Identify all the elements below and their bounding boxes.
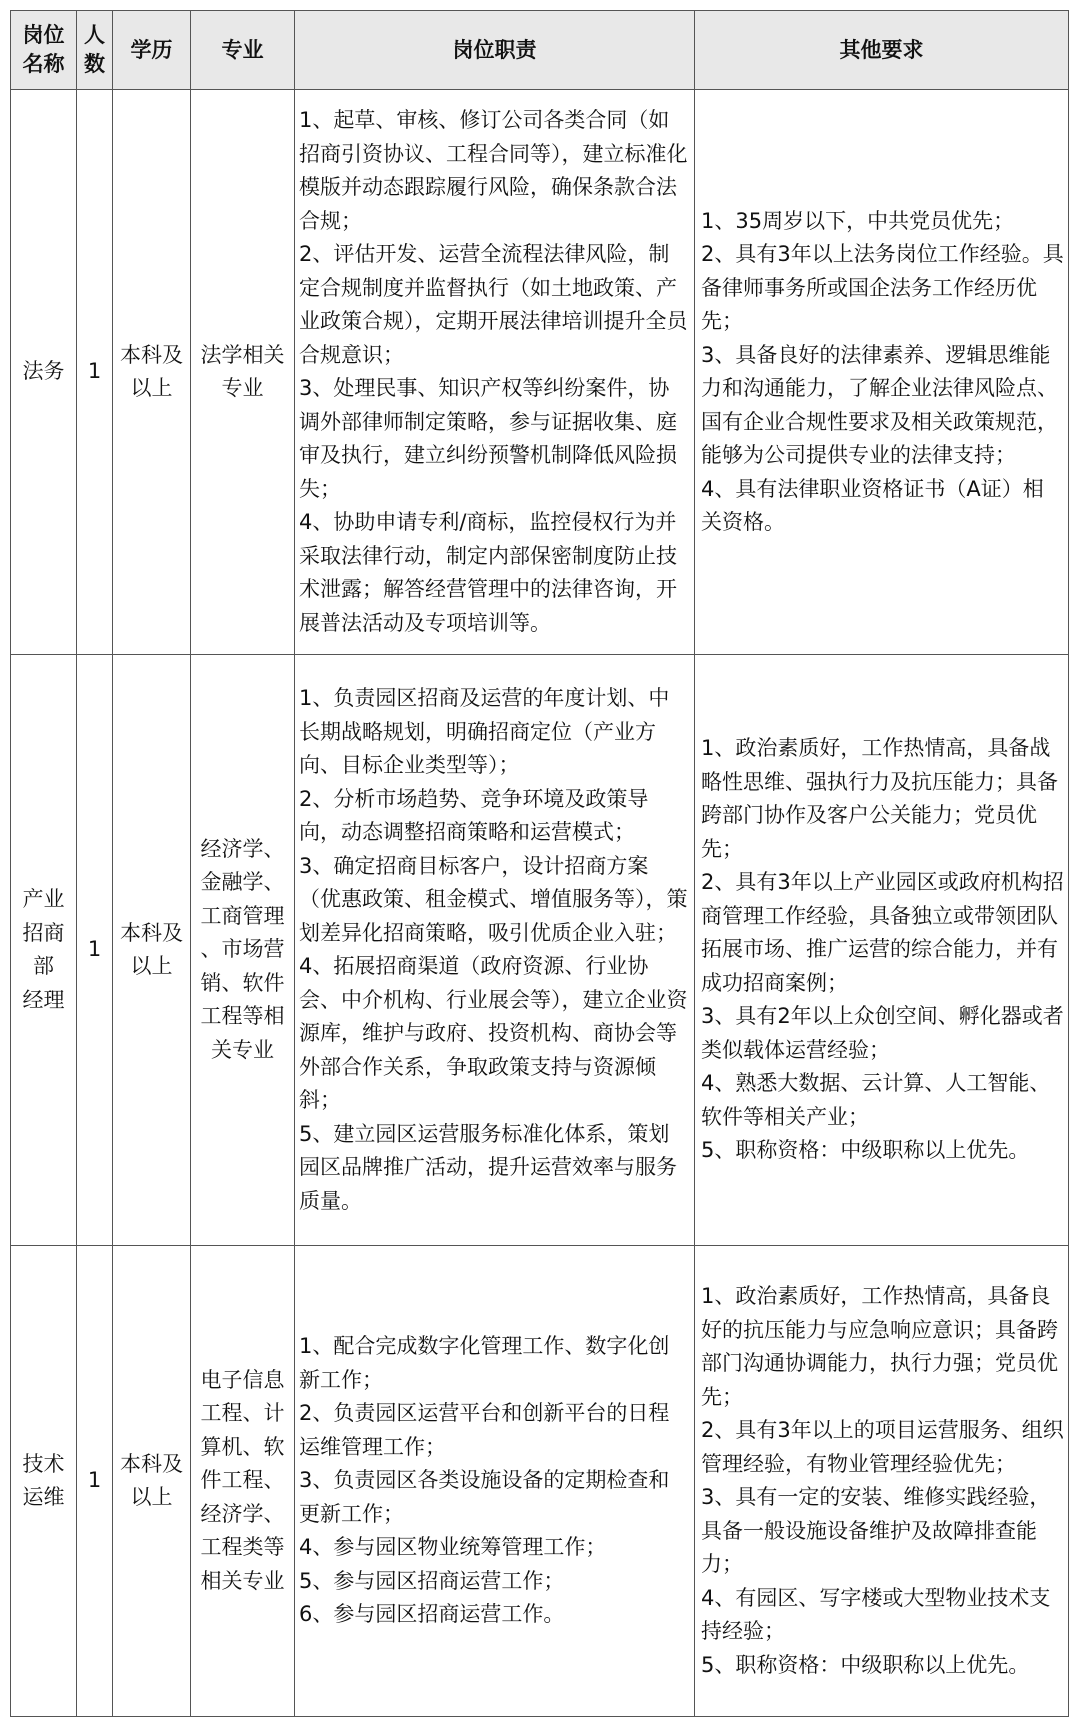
position-line: 招商 bbox=[22, 920, 65, 945]
position-line: 部 bbox=[33, 954, 54, 978]
cell-position bbox=[11, 655, 77, 1246]
recruitment-table bbox=[10, 10, 1069, 1717]
duty-item: 3、确定招商目标客户，设计招商方案（优惠政策、租金模式、增值服务等），策划差异化招商策略，吸引优质企业入驻； bbox=[299, 853, 688, 945]
requirement-item: 3、具有一定的安装、维修实践经验，具备一般设施设备维护及故障排查能力； bbox=[701, 1485, 1051, 1576]
duty-item: 2、评估开发、运营全流程法律风险，制定合规制度并监督执行（如土地政策、产业政策合规），定期开展法律培训提升全员合规意识； bbox=[299, 242, 688, 367]
cell-headcount: 1 bbox=[77, 1246, 113, 1717]
requirement-item: 2、具有3年以上产业园区或政府机构招商管理工作经验，具备独立或带领团队拓展市场、推广运营的综合能力，并有成功招商案例； bbox=[701, 870, 1064, 995]
duty-item: 1、起草、审核、修订公司各类合同（如招商引资协议、工程合同等），建立标准化模版并动态跟踪履行风险，确保条款合法合规； bbox=[299, 108, 688, 233]
major-line: 工程、计 bbox=[200, 1401, 285, 1426]
duty-item: 4、参与园区物业统筹管理工作； bbox=[299, 1535, 607, 1560]
duty-item: 2、分析市场趋势、竞争环境及政策导向，动态调整招商策略和运营模式； bbox=[299, 786, 649, 844]
major-line: 专业 bbox=[221, 376, 264, 400]
major-line: 工商管理 bbox=[200, 903, 285, 928]
table-header bbox=[11, 11, 1069, 90]
requirement-item: 3、具备良好的法律素养、逻辑思维能力和沟通能力，了解企业法律风险点、国有企业合规性要求及相关政策规范，能够为公司提供专业的法律支持； bbox=[701, 342, 1058, 467]
cell-requirements bbox=[695, 90, 1069, 655]
duty-item: 5、参与园区招商运营工作； bbox=[299, 1568, 565, 1593]
cell-position bbox=[11, 90, 77, 655]
major-line: 经济学、 bbox=[200, 1501, 285, 1526]
cell-major bbox=[191, 655, 295, 1246]
cell-duties bbox=[295, 655, 695, 1246]
education-line: 本科及 bbox=[120, 920, 183, 945]
major-line: 销、软件 bbox=[200, 970, 285, 995]
table-row bbox=[11, 90, 1069, 655]
header-position-name-line: 名称 bbox=[22, 52, 65, 76]
education-line: 本科及 bbox=[120, 342, 183, 367]
duty-item: 3、处理民事、知识产权等纠纷案件，协调外部律师制定策略，参与证据收集、庭审及执行，建立纠纷预警机制降低风险损失； bbox=[299, 376, 677, 501]
position-line: 法务 bbox=[22, 359, 65, 384]
position-line: 运维 bbox=[22, 1485, 65, 1509]
cell-education bbox=[113, 1246, 191, 1717]
position-line: 产业 bbox=[22, 887, 65, 911]
header-headcount bbox=[77, 11, 113, 90]
table-body bbox=[11, 90, 1069, 1717]
major-line: 金融学、 bbox=[200, 870, 285, 895]
cell-education bbox=[113, 90, 191, 655]
header-headcount-line: 人 bbox=[84, 23, 105, 47]
header-duties: 岗位职责 bbox=[295, 11, 695, 90]
requirement-item: 3、具有2年以上众创空间、孵化器或者类似载体运营经验； bbox=[701, 1004, 1064, 1062]
cell-headcount: 1 bbox=[77, 655, 113, 1246]
major-line: 、市场营 bbox=[200, 937, 285, 962]
header-major: 专业 bbox=[191, 11, 295, 90]
cell-requirements bbox=[695, 1246, 1069, 1717]
requirement-item: 2、具有3年以上法务岗位工作经验。具备律师事务所或国企法务工作经历优先； bbox=[701, 242, 1064, 333]
requirement-item: 1、政治素质好，工作热情高，具备战略性思维、强执行力及抗压能力；具备跨部门协作及客户公关能力；党员优先； bbox=[701, 736, 1058, 861]
header-headcount-line: 数 bbox=[84, 52, 105, 76]
cell-headcount: 1 bbox=[77, 90, 113, 655]
duty-item: 1、负责园区招商及运营的年度计划、中长期战略规划，明确招商定位（产业方向、目标企业类型等）； bbox=[299, 686, 670, 777]
major-line: 电子信息 bbox=[200, 1367, 285, 1392]
major-line: 工程等相 bbox=[200, 1004, 285, 1029]
major-line: 经济学、 bbox=[200, 836, 285, 861]
education-line: 以上 bbox=[130, 1485, 173, 1509]
requirement-item: 1、政治素质好，工作热情高，具备良好的抗压能力与应急响应意识；具备跨部门沟通协调能力，执行力强；党员优先； bbox=[701, 1284, 1058, 1409]
requirement-item: 4、熟悉大数据、云计算、人工智能、软件等相关产业； bbox=[701, 1071, 1051, 1129]
table-row bbox=[11, 655, 1069, 1246]
requirement-item: 5、职称资格：中级职称以上优先。 bbox=[701, 1652, 1030, 1677]
duty-item: 2、负责园区运营平台和创新平台的日程运维管理工作； bbox=[299, 1401, 670, 1459]
header-education: 学历 bbox=[113, 11, 191, 90]
major-line: 法学相关 bbox=[200, 342, 285, 367]
duty-item: 4、拓展招商渠道（政府资源、行业协会、中介机构、行业展会等），建立企业资源库，维护与政府、投资机构、商协会等外部合作关系，争取政策支持与资源倾斜； bbox=[299, 954, 688, 1112]
requirement-item: 4、具有法律职业资格证书（A证）相关资格。 bbox=[701, 476, 1044, 534]
position-line: 经理 bbox=[22, 987, 65, 1012]
education-line: 以上 bbox=[130, 954, 173, 978]
header-position-name bbox=[11, 11, 77, 90]
cell-position bbox=[11, 1246, 77, 1717]
header-position-name-line: 岗位 bbox=[22, 23, 65, 47]
position-line: 技术 bbox=[22, 1451, 65, 1476]
duty-item: 4、协助申请专利/商标，监控侵权行为并采取法律行动，制定内部保密制度防止技术泄露；解答经营管理中的法律咨询，开展普法活动及专项培训等。 bbox=[299, 510, 677, 635]
duty-item: 3、负责园区各类设施设备的定期检查和更新工作； bbox=[299, 1468, 670, 1526]
duty-item: 6、参与园区招商运营工作。 bbox=[299, 1602, 565, 1627]
major-line: 件工程、 bbox=[200, 1468, 285, 1493]
cell-duties bbox=[295, 90, 695, 655]
major-line: 算机、软 bbox=[200, 1434, 285, 1459]
table-row bbox=[11, 1246, 1069, 1717]
header-row bbox=[11, 11, 1069, 90]
major-line: 关专业 bbox=[211, 1037, 274, 1062]
major-line: 相关专业 bbox=[200, 1568, 285, 1593]
cell-major bbox=[191, 1246, 295, 1717]
header-requirements: 其他要求 bbox=[695, 11, 1069, 90]
cell-requirements bbox=[695, 655, 1069, 1246]
requirement-item: 1、35周岁以下，中共党员优先； bbox=[701, 208, 1015, 233]
cell-duties bbox=[295, 1246, 695, 1717]
requirement-item: 2、具有3年以上的项目运营服务、组织管理经验，有物业管理经验优先； bbox=[701, 1418, 1064, 1476]
duty-item: 5、建立园区运营服务标准化体系，策划园区品牌推广活动，提升运营效率与服务质量。 bbox=[299, 1121, 677, 1213]
cell-major bbox=[191, 90, 295, 655]
cell-education bbox=[113, 655, 191, 1246]
major-line: 工程类等 bbox=[200, 1535, 285, 1560]
requirement-item: 4、有园区、写字楼或大型物业技术支持经验； bbox=[701, 1585, 1051, 1643]
education-line: 以上 bbox=[130, 376, 173, 400]
requirement-item: 5、职称资格：中级职称以上优先。 bbox=[701, 1138, 1030, 1163]
education-line: 本科及 bbox=[120, 1451, 183, 1476]
duty-item: 1、配合完成数字化管理工作、数字化创新工作； bbox=[299, 1334, 670, 1392]
